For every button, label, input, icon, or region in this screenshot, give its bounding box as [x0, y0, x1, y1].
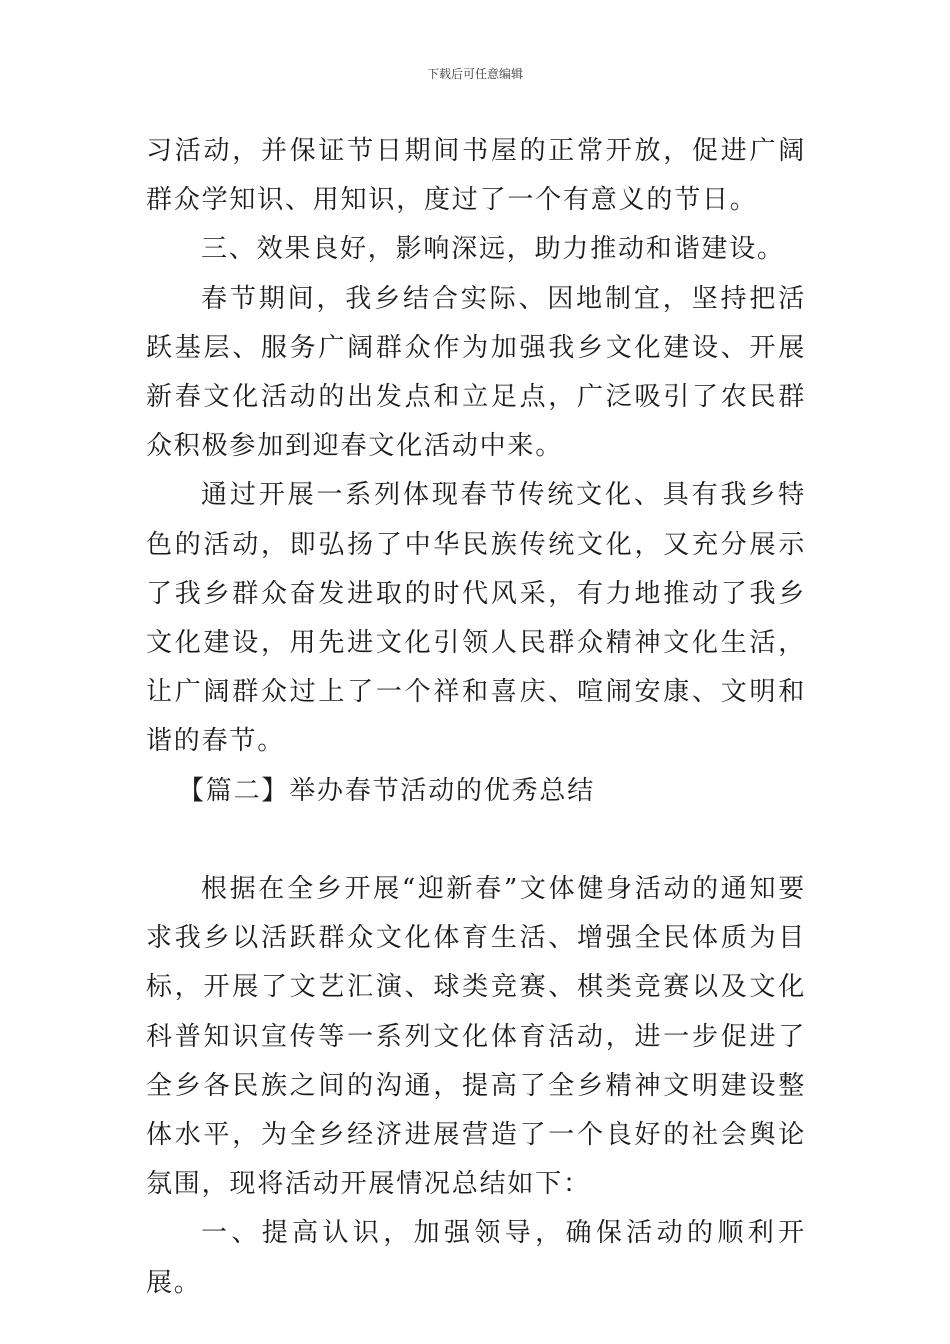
article-title-part-two: 【篇二】举办春节活动的优秀总结: [178, 775, 596, 806]
header-note: 下载后可任意编辑: [426, 67, 523, 81]
blank-line: [146, 816, 806, 865]
document-body: [146, 127, 806, 1308]
paragraph-spring-festival: 春节期间，我乡结合实际、因地制宜，坚持把活跃基层、服务广阔群众作为加强我乡文化建设、开展新春文化活动的出发点和立足点，广泛吸引了农民群众积极参加到迎春文化活动中来。: [146, 283, 806, 462]
section-heading-one: 一、提高认识，加强领导，确保活动的顺利开展。: [146, 1218, 806, 1298]
paragraph-activities-impact: 通过开展一系列体现春节传统文化、具有我乡特色的活动，即弘扬了中华民族传统文化，又充分展示了我乡群众奋发进取的时代风采，有力地推动了我乡文化建设，用先进文化引领人民群众精神文化生活，让广阔群众过上了一个祥和喜庆、喧闹安康、文明和谐的春节。: [146, 480, 806, 757]
paragraph-continuation: 习活动，并保证节日期间书屋的正常开放，促进广阔群众学知识、用知识，度过了一个有意义的节日。: [146, 136, 806, 216]
section-heading-three: 三、效果良好，影响深远，助力推动和谐建设。: [201, 234, 785, 265]
paragraph-introduction: 根据在全乡开展“迎新春”文体健身活动的通知要求我乡以活跃群众文化体育生活、增强全民体质为目标，开展了文艺汇演、球类竞赛、棋类竞赛以及文化科普知识宣传等一系列文化体育活动，进一步促进了全乡各民族之间的沟通，提高了全乡精神文明建设整体水平，为全乡经济进展营造了一个良好的社会舆论氛围，现将活动开展情况总结如下：: [146, 874, 806, 1200]
